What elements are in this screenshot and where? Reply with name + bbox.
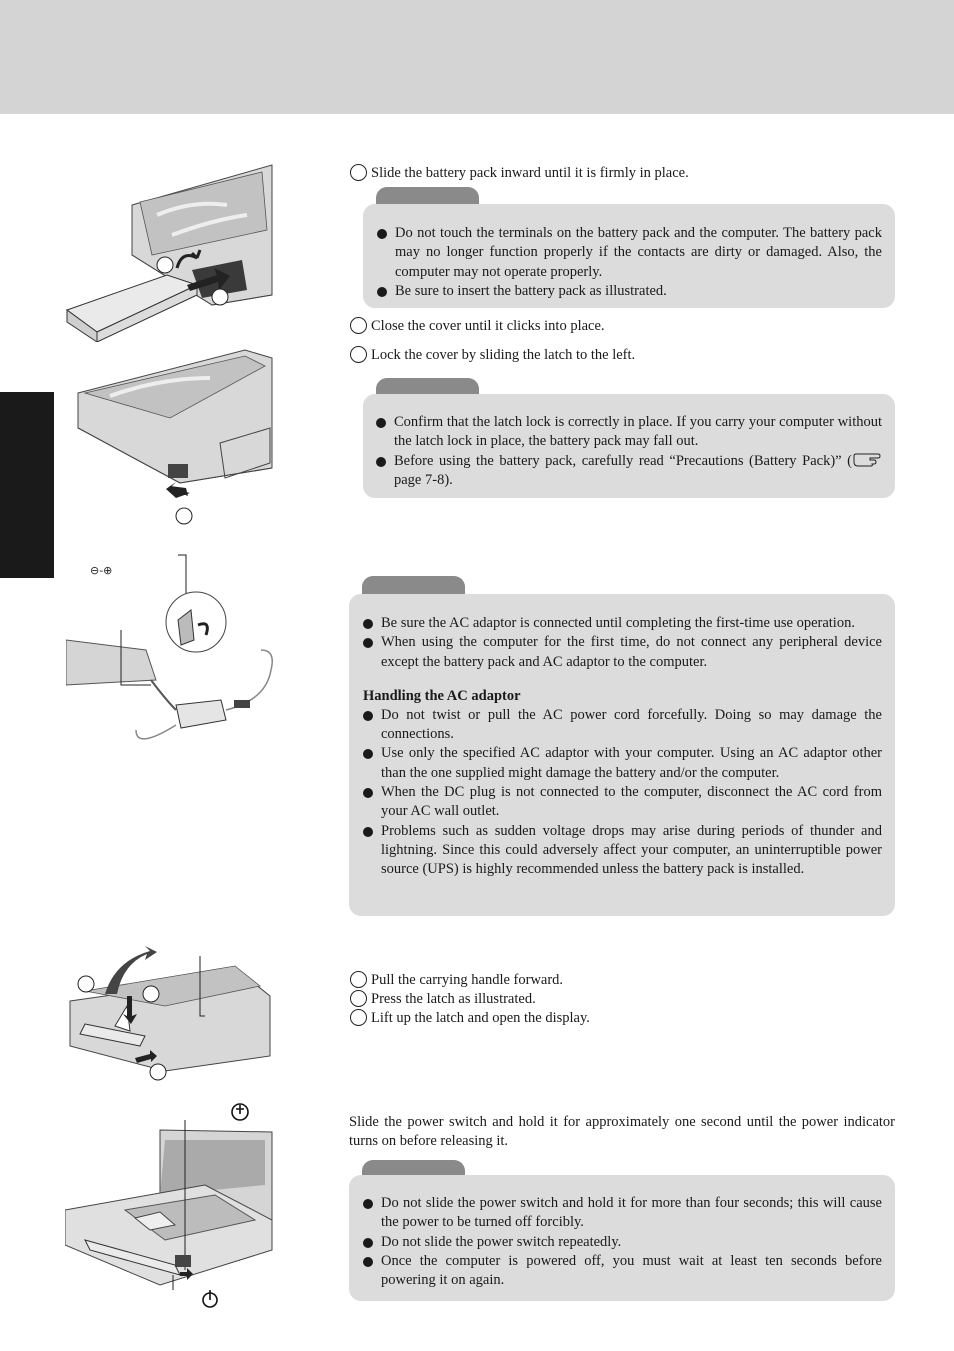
- list-item: Be sure to insert the battery pack as illustrated.: [377, 282, 882, 301]
- bullet-icon: [363, 619, 373, 629]
- caution-list: [377, 224, 882, 301]
- bullet-icon: [363, 749, 373, 759]
- caution-box-power: [349, 1175, 895, 1301]
- bullet-icon: [377, 287, 387, 297]
- list-item: Once the computer is powered off, you must wait at least ten seconds before powering it on again.: [363, 1252, 882, 1291]
- caution-box-latch: [363, 394, 895, 498]
- pointing-hand-icon: [852, 452, 882, 468]
- open-display-illustration: [65, 946, 273, 1088]
- bullet-icon: [363, 1199, 373, 1209]
- ac-adaptor-illustration: [66, 550, 278, 746]
- bullet-icon: [363, 711, 373, 721]
- list-item: Problems such as sudden voltage drops may arise during periods of thunder and lightning. Since this could adversely affect your computer, an uninterruptible power source (UPS) is highly recommended unless the battery pack is installed.: [363, 822, 882, 880]
- cover-lock-illustration: [70, 348, 274, 530]
- bullet-icon: [363, 788, 373, 798]
- power-switch-illustration: [65, 1100, 277, 1315]
- step-number-circle: [350, 990, 367, 1007]
- svg-text:⊖-⊕: ⊖-⊕: [90, 564, 113, 577]
- power-switch-instruction: Slide the power switch and hold it for approximately one second until the power indicator turns on before releasing it.: [349, 1114, 895, 1149]
- step-lock-cover: Lock the cover by sliding the latch to the left.: [350, 346, 635, 365]
- battery-insert-illustration: [62, 160, 274, 342]
- caution-list: [376, 413, 882, 490]
- bullet-icon: [363, 1257, 373, 1267]
- step-slide-battery: Slide the battery pack inward until it is firmly in place.: [350, 164, 689, 183]
- step-number-circle: [350, 1009, 367, 1026]
- bullet-icon: [363, 1238, 373, 1248]
- caution-list: [363, 706, 882, 880]
- step-open-display: Lift up the latch and open the display.: [350, 1009, 590, 1028]
- step-number-circle: [350, 346, 367, 363]
- step-number-circle: [350, 971, 367, 988]
- list-item: When using the computer for the first time, do not connect any peripheral device except the battery pack and AC adaptor to the computer.: [363, 633, 882, 672]
- subheading-handling-ac-adaptor: Handling the AC adaptor: [363, 687, 521, 704]
- bullet-icon: [363, 638, 373, 648]
- list-item: Do not slide the power switch repeatedly.: [363, 1233, 882, 1252]
- step-close-cover: Close the cover until it clicks into place.: [350, 317, 605, 336]
- bullet-icon: [363, 827, 373, 837]
- header-band: [0, 0, 954, 114]
- caution-box-battery: [363, 204, 895, 308]
- list-item: Do not slide the power switch and hold it for more than four seconds; this will cause the power to be turned off forcibly.: [363, 1194, 882, 1233]
- caution-content: [363, 614, 882, 880]
- caution-list: [363, 1194, 882, 1290]
- list-item: When the DC plug is not connected to the computer, disconnect the AC cord from your AC wall outlet.: [363, 783, 882, 822]
- list-item: Use only the specified AC adaptor with your computer. Using an AC adaptor other than the one supplied might damage the battery and/or the computer.: [363, 744, 882, 783]
- list-item: Do not twist or pull the AC power cord forcefully. Doing so may damage the connections.: [363, 706, 882, 745]
- list-item: Before using the battery pack, carefully read “Precautions (Battery Pack)” ( page 7-8).: [376, 452, 882, 491]
- step-number-circle: [350, 317, 367, 334]
- caution-list: [363, 614, 882, 672]
- bullet-icon: [377, 229, 387, 239]
- bullet-icon: [376, 457, 386, 467]
- side-tab: [0, 392, 54, 578]
- list-item: Be sure the AC adaptor is connected until completing the first-time use operation.: [363, 614, 882, 633]
- bullet-icon: [376, 418, 386, 428]
- list-item: Do not touch the terminals on the battery pack and the computer. The battery pack may no longer function properly if the contacts are dirty or damaged. Also, the computer may not operate properly.: [377, 224, 882, 282]
- step-number-circle: [350, 164, 367, 181]
- step-press-latch: Press the latch as illustrated.: [350, 990, 536, 1009]
- list-item: Confirm that the latch lock is correctly in place. If you carry your computer without the latch lock in place, the battery pack may fall out.: [376, 413, 882, 452]
- caution-box-ac-adaptor: [349, 594, 895, 916]
- step-pull-handle: Pull the carrying handle forward.: [350, 971, 563, 990]
